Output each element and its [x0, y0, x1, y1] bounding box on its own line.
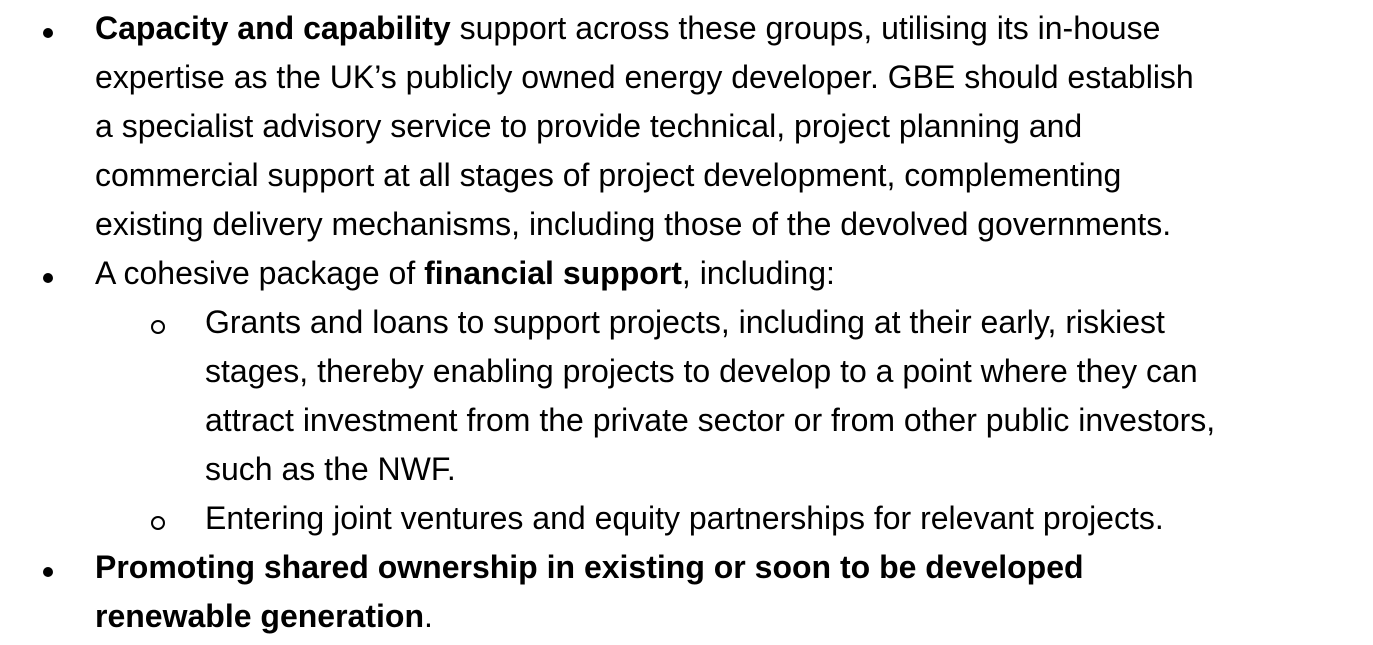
circle-bullet-icon [151, 516, 165, 530]
text-segment: Entering joint ventures and equity partnerships for relevant projects. [205, 500, 1164, 536]
text-segment: stages, thereby enabling projects to develop to a point where they can [205, 353, 1198, 389]
text-line [205, 298, 1373, 347]
bullet-item [0, 494, 1373, 543]
text-line [95, 4, 1373, 53]
text-line [95, 151, 1373, 200]
bullet-item [0, 249, 1373, 298]
bullet-item [0, 4, 1373, 249]
text-segment: a specialist advisory service to provide technical, project planning and [95, 108, 1083, 144]
bold-text-segment: Promoting shared ownership in existing or soon to be developed [95, 549, 1084, 585]
text-line [95, 592, 1373, 641]
text-segment: commercial support at all stages of project development, complementing [95, 157, 1122, 193]
text-segment: support across these groups, utilising its in-house [450, 10, 1161, 46]
text-line [95, 102, 1373, 151]
text-segment: A cohesive package of [95, 255, 425, 291]
text-line [205, 347, 1373, 396]
text-segment: attract investment from the private sector or from other public investors, [205, 402, 1216, 438]
disc-bullet-icon [43, 567, 53, 577]
text-line [205, 445, 1373, 494]
bold-text-segment: renewable generation [95, 598, 424, 634]
text-line [95, 249, 1373, 298]
text-line [95, 200, 1373, 249]
bold-text-segment: Capacity and capability [95, 10, 451, 46]
circle-bullet-icon [151, 320, 165, 334]
text-line [95, 53, 1373, 102]
bold-text-segment: financial support [424, 255, 682, 291]
text-segment: . [423, 598, 433, 634]
text-segment: existing delivery mechanisms, including those of the devolved governments. [95, 206, 1172, 242]
text-segment: Grants and loans to support projects, including at their early, riskiest [205, 304, 1165, 340]
text-segment: , including: [681, 255, 835, 291]
text-line [205, 396, 1373, 445]
text-segment: such as the NWF. [205, 451, 456, 487]
text-line [205, 494, 1373, 543]
bullet-item [0, 298, 1373, 494]
text-line [95, 543, 1373, 592]
disc-bullet-icon [43, 28, 53, 38]
bullet-item [0, 543, 1373, 641]
disc-bullet-icon [43, 273, 53, 283]
bullet-list [0, 4, 1373, 641]
text-segment: expertise as the UK’s publicly owned energy developer. GBE should establish [95, 59, 1194, 95]
